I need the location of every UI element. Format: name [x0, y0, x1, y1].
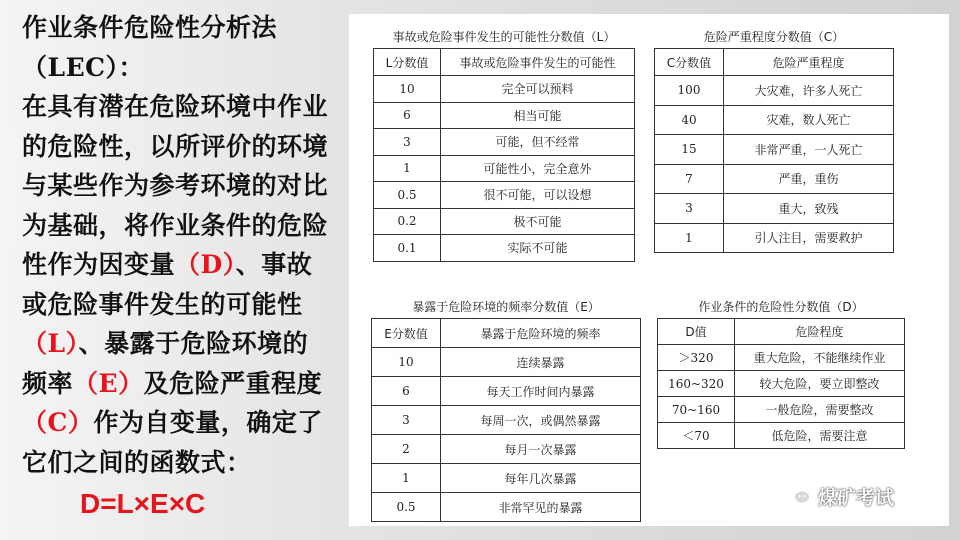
score-cell: 0.1 — [374, 235, 441, 262]
table-row — [372, 406, 641, 435]
score-cell: 7 — [655, 164, 724, 194]
score-cell: 160~320 — [658, 371, 735, 397]
desc-text: 频率 — [22, 368, 74, 398]
desc-line — [22, 324, 352, 364]
table-row — [374, 129, 635, 156]
table-row — [655, 164, 894, 194]
desc-line: 在具有潜在危险环境中作业 — [22, 92, 329, 121]
table-title: 暴露于危险环境的频率分数值（E） — [412, 300, 600, 314]
table-header-row — [372, 319, 641, 348]
desc-cell: 引人注目，需要救护 — [724, 223, 894, 253]
header-cell: D值 — [658, 319, 735, 345]
desc-line: 为基础，将作业条件的危险 — [22, 210, 329, 240]
table-row — [655, 76, 894, 106]
desc-cell: 严重，重伤 — [724, 164, 894, 194]
table-consequence — [654, 26, 894, 253]
desc-cell: 灾难，数人死亡 — [724, 105, 894, 135]
description-text — [22, 8, 352, 482]
table-likelihood — [373, 26, 635, 262]
header-cell: 暴露于危险环境的频率 — [441, 319, 641, 348]
score-cell: 6 — [374, 102, 441, 129]
table-row — [655, 105, 894, 135]
heading: 作业条件危险性分析法 — [22, 13, 278, 42]
header-cell: L分数值 — [374, 49, 441, 76]
desc-cell: 较大危险，要立即整改 — [735, 371, 905, 397]
score-cell: 10 — [372, 348, 441, 377]
table-row — [374, 235, 635, 262]
formula: D=L×E×C — [80, 488, 206, 519]
table-row — [655, 223, 894, 253]
desc-text: 性作为因变量 — [22, 250, 176, 279]
score-cell: 1 — [374, 155, 441, 182]
desc-line — [22, 364, 352, 404]
score-cell: 3 — [372, 406, 441, 435]
desc-cell: 非常严重，一人死亡 — [724, 135, 894, 165]
score-cell: ＞320 — [658, 345, 735, 371]
desc-cell: 可能性小，完全意外 — [441, 155, 635, 182]
score-cell: 3 — [374, 129, 441, 156]
desc-line: 与某些作为参考环境的对比 — [22, 171, 329, 200]
desc-line: 或危险事件发生的可能性 — [22, 289, 303, 319]
header-cell: E分数值 — [372, 319, 441, 348]
table-row — [372, 348, 641, 377]
table-row — [374, 208, 635, 235]
table-row — [374, 76, 635, 103]
tables-panel — [349, 14, 949, 526]
var-l: （L） — [22, 329, 79, 358]
desc-cell: 一般危险，需要整改 — [735, 397, 905, 423]
table-row — [372, 377, 641, 406]
score-cell: 1 — [372, 464, 441, 493]
desc-cell: 很不可能，可以设想 — [441, 182, 635, 209]
var-e: （E） — [73, 368, 144, 398]
table-row — [372, 493, 641, 522]
table-row — [658, 397, 905, 423]
desc-cell: 完全可以预料 — [441, 76, 635, 103]
table-row — [372, 435, 641, 464]
header-cell: 危险程度 — [735, 319, 905, 345]
score-cell: 0.5 — [374, 182, 441, 209]
score-cell: 1 — [655, 223, 724, 253]
desc-cell: 大灾难，许多人死亡 — [724, 76, 894, 106]
table-exposure — [371, 296, 641, 522]
score-cell: 10 — [374, 76, 441, 103]
desc-cell: 重大危险，不能继续作业 — [735, 345, 905, 371]
desc-cell: 每年几次暴露 — [441, 464, 641, 493]
desc-cell: 极不可能 — [441, 208, 635, 235]
desc-line — [22, 245, 352, 285]
score-cell: 2 — [372, 435, 441, 464]
table-title: 危险严重程度分数值（C） — [703, 30, 845, 44]
desc-cell: 每月一次暴露 — [441, 435, 641, 464]
desc-cell: 相当可能 — [441, 102, 635, 129]
desc-text: 、事故 — [235, 250, 313, 279]
table-row — [658, 371, 905, 397]
table-row — [655, 135, 894, 165]
desc-cell: 每周一次，或偶然暴露 — [441, 406, 641, 435]
desc-cell: 非常罕见的暴露 — [441, 493, 641, 522]
table-danger — [657, 296, 905, 449]
desc-cell: 低危险，需要注意 — [735, 423, 905, 449]
score-cell: ＜70 — [658, 423, 735, 449]
table-row — [372, 464, 641, 493]
heading-abbr: （LEC）： — [22, 52, 145, 82]
table-row — [658, 423, 905, 449]
table-row — [374, 102, 635, 129]
desc-cell: 重大，致残 — [724, 194, 894, 224]
desc-line — [22, 403, 352, 443]
score-cell: 40 — [655, 105, 724, 135]
desc-cell: 每天工作时间内暴露 — [441, 377, 641, 406]
wechat-icon — [782, 482, 812, 511]
desc-text: 及危险严重程度 — [143, 368, 323, 398]
var-d: （D） — [175, 250, 236, 279]
watermark-text: 煤矿考试 — [818, 487, 895, 509]
table-row — [374, 155, 635, 182]
score-cell: 0.5 — [372, 493, 441, 522]
desc-text: 作为自变量，确定了 — [93, 408, 323, 437]
desc-cell: 实际不可能 — [441, 235, 635, 262]
score-cell: 70~160 — [658, 397, 735, 423]
table-row — [655, 194, 894, 224]
header-cell: 危险严重程度 — [724, 49, 894, 76]
desc-text: 、暴露于危险环境的 — [78, 329, 309, 358]
desc-line: 它们之间的函数式： — [22, 447, 252, 477]
score-cell: 100 — [655, 76, 724, 106]
desc-cell: 连续暴露 — [441, 348, 641, 377]
score-cell: 0.2 — [374, 208, 441, 235]
table-title: 作业条件的危险性分数值（D） — [698, 300, 864, 314]
score-cell: 3 — [655, 194, 724, 224]
table-title: 事故或危险事件发生的可能性分数值（L） — [392, 30, 616, 44]
header-cell: C分数值 — [655, 49, 724, 76]
score-cell: 15 — [655, 135, 724, 165]
desc-cell: 可能，但不经常 — [441, 129, 635, 156]
table-row — [658, 345, 905, 371]
score-cell: 6 — [372, 377, 441, 406]
table-row — [374, 182, 635, 209]
table-header-row — [374, 49, 635, 76]
var-c: （C） — [22, 408, 94, 437]
table-header-row — [655, 49, 894, 76]
watermark — [782, 482, 894, 511]
desc-line: 的危险性，以所评价的环境 — [22, 131, 329, 161]
header-cell: 事故或危险事件发生的可能性 — [441, 49, 635, 76]
table-header-row — [658, 319, 905, 345]
